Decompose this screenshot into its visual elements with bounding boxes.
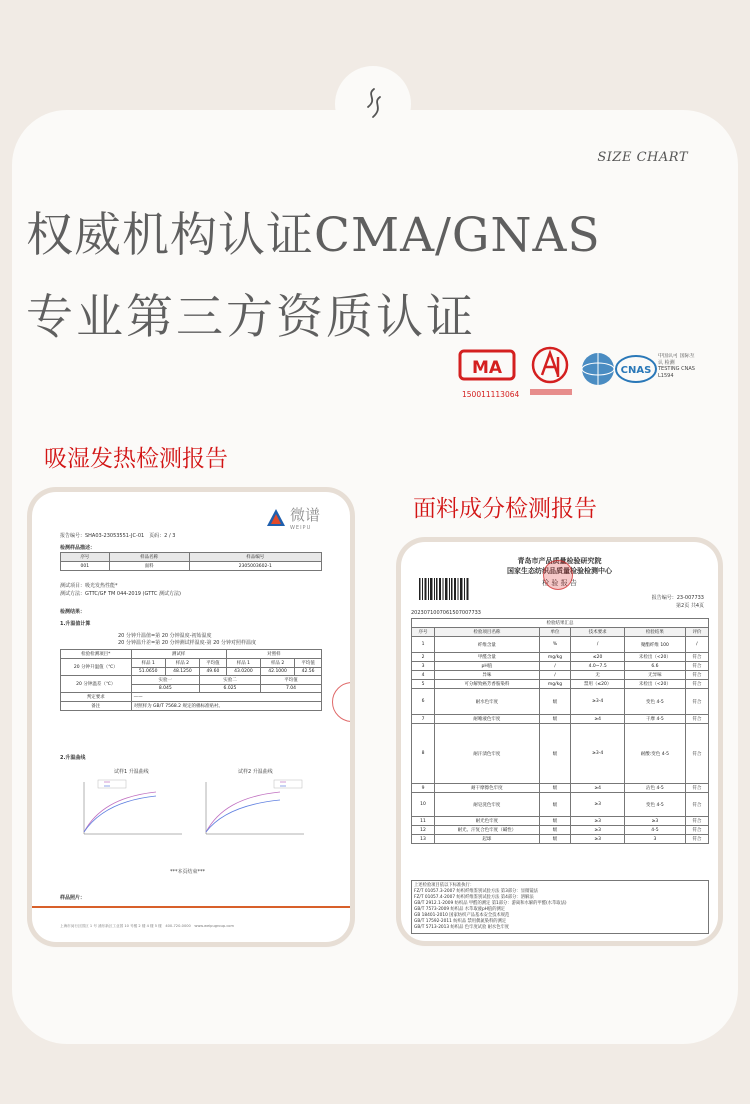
- heating-test-report: [32, 492, 350, 942]
- test-method: 测试方法：GTTC/GF TM 044-2019 (GTTC 测试方法): [60, 591, 181, 597]
- ilac-cnas-logo: [582, 353, 696, 393]
- cal-logo: [530, 348, 572, 395]
- cma-text: MA: [471, 358, 503, 378]
- report2-number: 报告编号：23-007733: [651, 595, 704, 601]
- report1-footer: 上海市闵行区园区 1 号 浦东新区工业园 10 号楼 2 楼 4 楼 5 楼 400-720-0000 www.weipugroup.com: [60, 924, 234, 928]
- headline-line-1: 权威机构认证CMA/GNAS: [26, 208, 601, 263]
- result-title: 检测结果：: [60, 609, 86, 615]
- results-summary-table: 检验结果汇总 序号 检验项目名称 单位 技术要求 检验结果 评价 1 纤维含量 % / 聚酯纤维 100 / 2 甲醛含量 mg/kg ≤20 未检出（<20） 符合 3 pH值 / 4.0~7.5 6.6 符合 4 异味 / 无 无异味 符合 5 可分解致癌芳香胺染料 mg/kg 禁用（≤20） 未检出（<20） 符合 6 耐水色牢度 级 ≥3-4 变色 4-5 符合 7 耐唾液色牢度 级 ≥4 干摩 4-5 符合 8 耐汗渍色牢度 级 ≥3-4 耐酸:变色 4-5 符合 9 耐干摩擦色牢度 级 ≥4 沾色 4-5 符合 10 耐皂洗色牢度 级 ≥3 变色 4-5 符合 11 耐光色牢度 级 ≥3 ≥3 符合 12 耐光、汗复合色牢度（碱性） 级 ≥3 4-5 符合 13 起球 级 ≥3 3 符合: [411, 618, 709, 844]
- standards-list: 上述检验项目依以下标准执行： FZ/T 01057.3-2007 纺织纤维鉴别试验方法 第3部分：显微镜法 FZ/T 01057.4-2007 纺织纤维鉴别试验方法 第4部分：溶解法 GB/T 2912.1-2009 纺织品 甲醛的测定 第1部分：游离和水解的甲醛(水萃取法) GB/T 7573-2009 纺织品 水萃取液pH值的测定 GB 18401-2010 国家纺织产品基本安全技术规范 GB/T 17592-2011 纺织品 禁用偶氮染料的测定 GB/T 5713-2013 纺织品 色牢度试验 耐水色牢度: [411, 880, 709, 934]
- note-2: 20 分钟温升差=第 20 分钟测试样温度-第 20 分钟对照样温度: [118, 640, 257, 646]
- fabric-composition-report: [401, 542, 718, 941]
- cma-logo: [460, 351, 519, 399]
- report2-label: 面料成分检测报告: [413, 496, 597, 522]
- institute-name-2: 国家生态纺织品质量检验检测中心: [507, 567, 612, 575]
- weipu-logo-cn: 微谱: [289, 506, 320, 524]
- report1-label: 吸湿发热检测报告: [44, 446, 228, 472]
- certification-logos: [458, 345, 698, 405]
- sample-table: 序号 样品名称 样品编号 001 面料 2305003602-1: [60, 552, 322, 571]
- test-item: 测试项目：吸光发热性能*: [60, 583, 118, 589]
- photo-title: 样品照片：: [60, 895, 86, 901]
- inspection-seal: [543, 560, 573, 590]
- subtitle-curve: 2.升温曲线: [60, 755, 86, 761]
- sample-desc-title: 检测样品描述：: [60, 545, 96, 551]
- subtitle-heating-value: 1.升温值计算: [60, 621, 91, 627]
- weipu-logo: [266, 504, 320, 531]
- chart1-title: 试样1 升温曲线: [114, 769, 149, 775]
- footer-divider: [32, 906, 350, 908]
- barcode-icon: [419, 578, 469, 600]
- headline-line-2: 专业第三方资质认证: [26, 290, 476, 345]
- size-chart-label: SIZE CHART: [597, 150, 688, 165]
- red-stamp: [332, 682, 350, 722]
- logo-badge: [335, 66, 411, 142]
- cma-number: 150011113064: [462, 390, 520, 399]
- cnas-text: CNAS: [620, 365, 652, 376]
- heating-curve-chart-2: [194, 774, 314, 846]
- chart2-title: 试样2 升温曲线: [238, 769, 273, 775]
- barcode-number: 2023071007061507007733: [411, 610, 481, 616]
- note-1: 20 分钟升温值=第 20 分钟温度-初始温度: [118, 633, 212, 639]
- institute-name-1: 青岛市产品质量检验研究院: [517, 557, 602, 565]
- cnas-subtext: 中国认可 国际互认 检测 TESTING CNAS L1594: [658, 353, 695, 379]
- results-table: 检验检测项目* 测试样 对照样 20 分钟升温值（℃） 样品 1 样品 2 平均值 样品 1 样品 2 平均值 51.0650 48.1250 49.60 43.0200 42.1000 42.56 20 分钟温差（℃） 实验一 实验二 平均值 8.045 6.025 7.04 判定要求 —— 备注 对照样为 GB/T 7568.2 规定的棉标准贴衬。: [60, 649, 322, 711]
- report2-page: 第2页 共4页: [676, 603, 704, 609]
- report-title: 检 验 报 告: [542, 579, 577, 587]
- heating-curve-chart-1: [72, 774, 192, 846]
- end-of-page: ***本页结束***: [170, 869, 206, 875]
- weipu-logo-en: WEIPU: [289, 525, 312, 531]
- report-number: 报告编号：SHA03-23053551-JC-01 页码：2 / 3: [60, 533, 176, 539]
- weipu-icon: [266, 508, 286, 528]
- brand-wave-icon: [360, 87, 386, 121]
